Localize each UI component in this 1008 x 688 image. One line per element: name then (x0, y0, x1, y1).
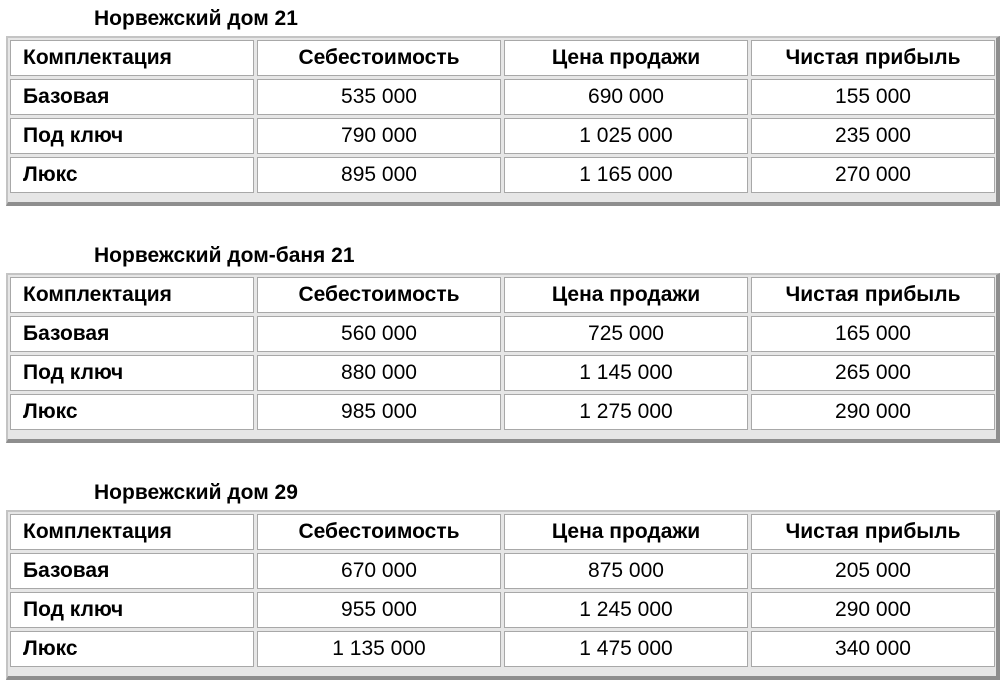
profit-cell: 265 000 (751, 355, 995, 391)
column-header: Цена продажи (504, 277, 748, 313)
price-cell: 725 000 (504, 316, 748, 352)
pricing-table (6, 36, 1000, 206)
row-label: Люкс (10, 631, 254, 667)
row-label: Базовая (10, 316, 254, 352)
cost-cell: 535 000 (257, 79, 501, 115)
column-header: Себестоимость (257, 514, 501, 550)
row-label: Под ключ (10, 118, 254, 154)
profit-cell: 290 000 (751, 394, 995, 430)
price-cell: 1 145 000 (504, 355, 748, 391)
row-label: Базовая (10, 79, 254, 115)
price-cell: 1 475 000 (504, 631, 748, 667)
table-title: Норвежский дом 29 (94, 481, 298, 504)
cost-cell: 560 000 (257, 316, 501, 352)
pricing-table (6, 510, 1000, 680)
column-header: Себестоимость (257, 40, 501, 76)
column-header: Чистая прибыль (751, 40, 995, 76)
price-cell: 690 000 (504, 79, 748, 115)
price-cell: 1 245 000 (504, 592, 748, 628)
row-label: Люкс (10, 394, 254, 430)
column-header: Чистая прибыль (751, 514, 995, 550)
column-header: Комплектация (10, 277, 254, 313)
cost-cell: 1 135 000 (257, 631, 501, 667)
cost-cell: 895 000 (257, 157, 501, 193)
pricing-table (6, 273, 1000, 443)
row-label: Под ключ (10, 592, 254, 628)
profit-cell: 340 000 (751, 631, 995, 667)
column-header: Цена продажи (504, 514, 748, 550)
row-label: Под ключ (10, 355, 254, 391)
cost-cell: 790 000 (257, 118, 501, 154)
price-cell: 875 000 (504, 553, 748, 589)
profit-cell: 290 000 (751, 592, 995, 628)
cost-cell: 670 000 (257, 553, 501, 589)
profit-cell: 235 000 (751, 118, 995, 154)
column-header: Чистая прибыль (751, 277, 995, 313)
table-title: Норвежский дом-баня 21 (94, 244, 355, 267)
price-cell: 1 025 000 (504, 118, 748, 154)
profit-cell: 165 000 (751, 316, 995, 352)
row-label: Люкс (10, 157, 254, 193)
profit-cell: 270 000 (751, 157, 995, 193)
table-title: Норвежский дом 21 (94, 7, 298, 30)
profit-cell: 155 000 (751, 79, 995, 115)
profit-cell: 205 000 (751, 553, 995, 589)
price-cell: 1 165 000 (504, 157, 748, 193)
row-label: Базовая (10, 553, 254, 589)
cost-cell: 955 000 (257, 592, 501, 628)
column-header: Цена продажи (504, 40, 748, 76)
cost-cell: 985 000 (257, 394, 501, 430)
column-header: Комплектация (10, 40, 254, 76)
cost-cell: 880 000 (257, 355, 501, 391)
column-header: Комплектация (10, 514, 254, 550)
price-cell: 1 275 000 (504, 394, 748, 430)
column-header: Себестоимость (257, 277, 501, 313)
